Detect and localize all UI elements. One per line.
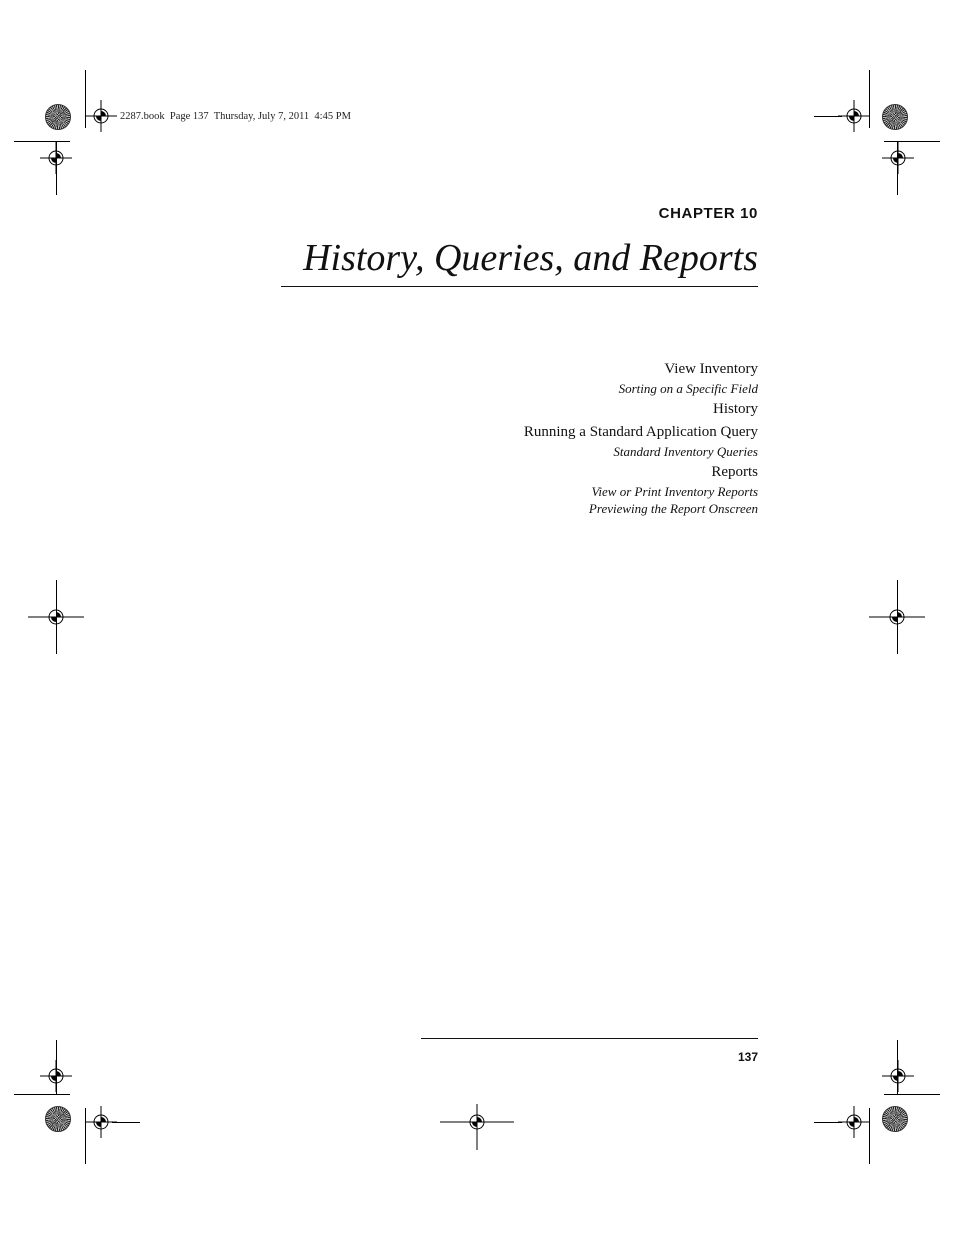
crop-line: [814, 1122, 842, 1123]
registration-mark-icon: [40, 1060, 72, 1092]
toc-subitem-sorting: Sorting on a Specific Field: [618, 381, 758, 396]
color-rosette-icon: [882, 1106, 908, 1132]
chapter-title: History, Queries, and Reports: [303, 237, 758, 279]
color-rosette-icon: [45, 104, 71, 130]
title-rule: [281, 286, 758, 287]
registration-mark-icon: [28, 601, 84, 633]
registration-mark-icon: [869, 601, 925, 633]
toc-item-running-query: Running a Standard Application Query: [523, 424, 758, 440]
chapter-label: CHAPTER 10: [658, 205, 758, 222]
registration-mark-icon: [882, 1060, 914, 1092]
toc-item-view-inventory: View Inventory: [664, 361, 758, 377]
color-rosette-icon: [45, 1106, 71, 1132]
toc-item-history: History: [713, 401, 758, 417]
registration-mark-icon: [40, 142, 72, 174]
toc-subitem-standard-queries: Standard Inventory Queries: [613, 444, 758, 459]
chapter-contents: [298, 360, 758, 520]
crop-line: [814, 116, 842, 117]
slug-line: 2287.book Page 137 Thursday, July 7, 2011 4:45 PM: [120, 111, 351, 122]
crop-line: [14, 1094, 70, 1095]
registration-mark-icon: [882, 142, 914, 174]
registration-mark-icon: [440, 1104, 514, 1150]
toc-item-reports: Reports: [711, 464, 758, 480]
toc-subitem-previewing: Previewing the Report Onscreen: [588, 501, 758, 516]
footer-rule: [421, 1038, 758, 1039]
color-rosette-icon: [882, 104, 908, 130]
registration-mark-icon: [838, 1106, 870, 1138]
crop-line: [884, 1094, 940, 1095]
registration-mark-icon: [838, 100, 870, 132]
crop-line: [112, 1122, 140, 1123]
registration-mark-icon: [85, 100, 117, 132]
toc-subitem-view-print: View or Print Inventory Reports: [591, 484, 758, 499]
page-number: 137: [737, 1050, 758, 1064]
